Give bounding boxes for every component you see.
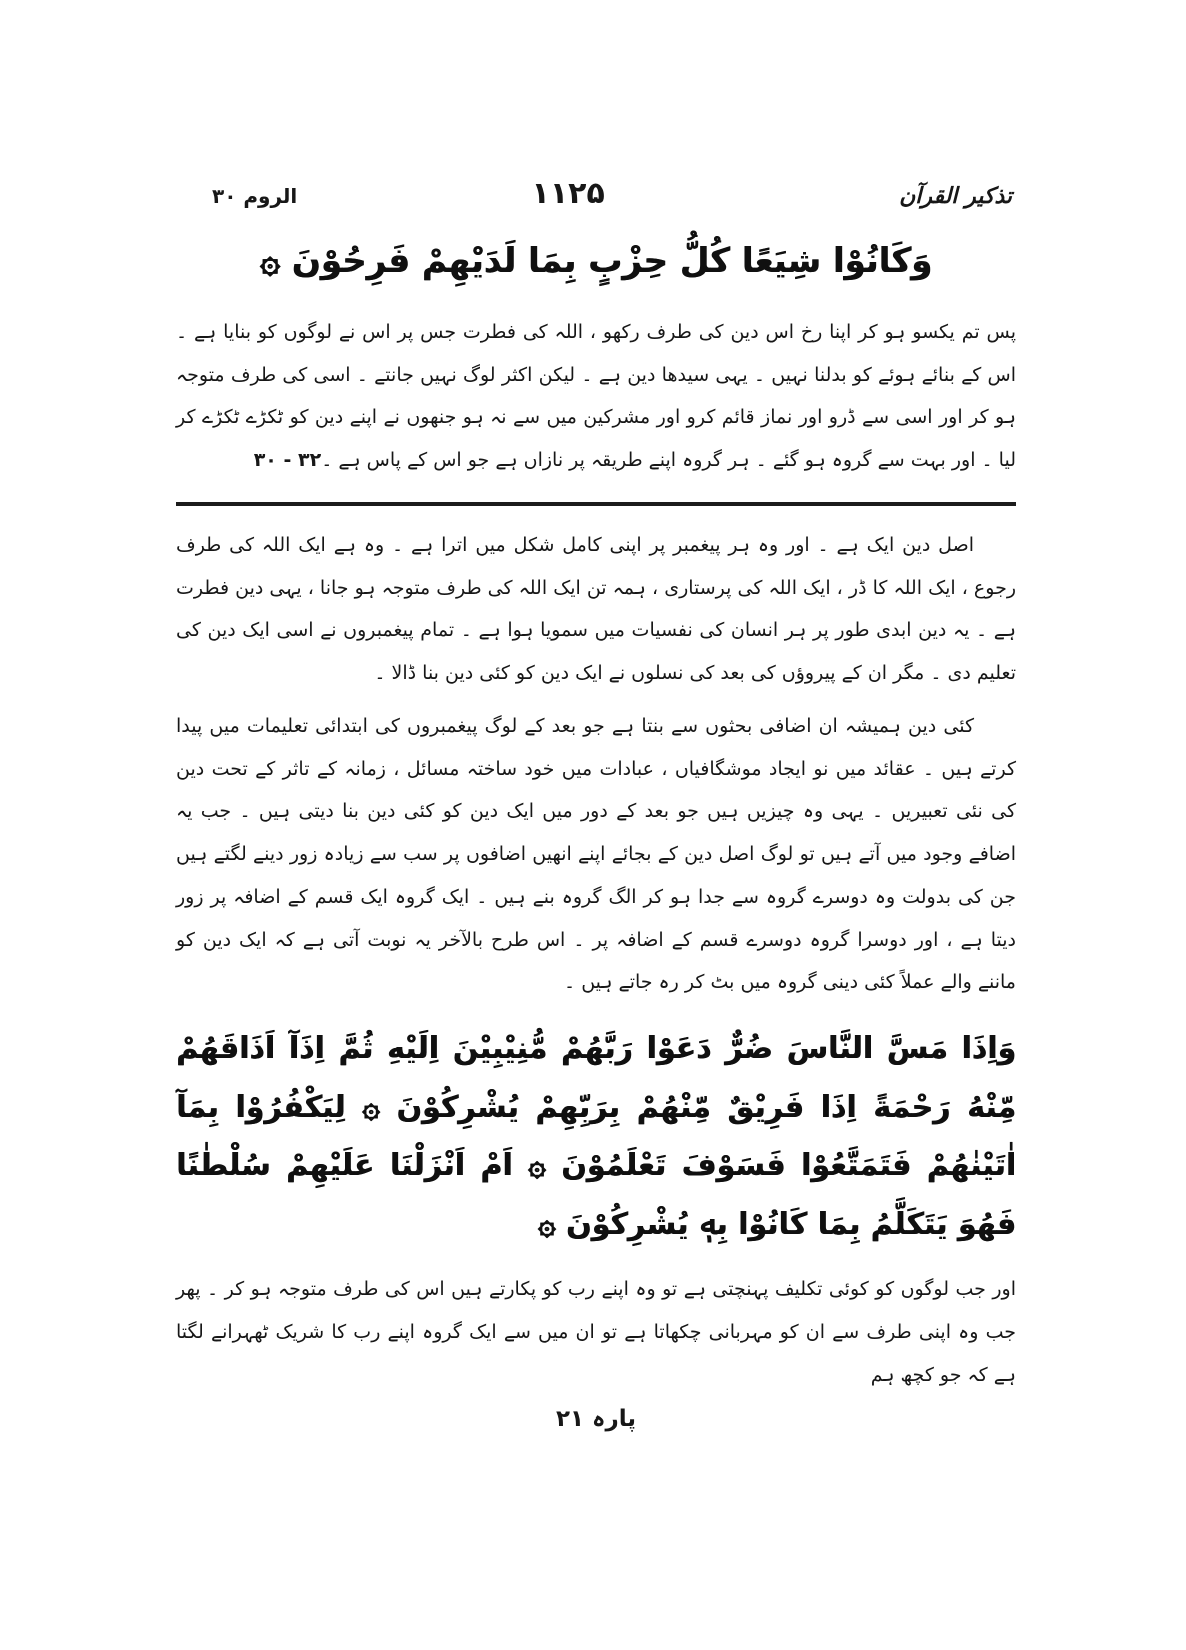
paragraph-spacer bbox=[176, 695, 1016, 705]
para-number-footer: پارہ ۲۱ bbox=[555, 1406, 637, 1433]
quran-verse-calligraphy-1: وَكَانُوْا شِيَعًا كُلُّ حِزْبٍ بِمَا لَدَيْهِمْ فَرِحُوْنَ ۞ bbox=[259, 241, 933, 281]
commentary-paragraph-2: کئی دین ہمیشہ ان اضافی بحثوں سے بنتا ہے جو بعد کے لوگ پیغمبروں کی ابتدائی تعلیمات میں پیدا کرتے ہیں ۔ عقائد میں نو ایجاد موشگافیاں ، عبادات میں خود ساختہ مسائل ، زمانہ کے تاثر کے تحت دین کی نئی تعبیریں ۔ یہی وہ چیزیں ہیں جو بعد کے دور میں ایک دین کو کئی دین بنا دیتی ہیں ۔ جب یہ اضافے وجود میں آتے ہیں تو لوگ اصل دین کے بجائے اپنے انھیں اضافوں پر سب سے زیادہ زور دینے لگتے ہیں جن کی بدولت وہ دوسرے گروہ سے جدا ہو کر الگ گروہ بنے ہیں ۔ ایک گروہ ایک قسم کے اضافہ پر زور دیتا ہے ، اور دوسرا گروہ دوسرے قسم کے اضافہ پر ۔ اس طرح بالآخر یہ نوبت آتی ہے کہ ایک دین کو ماننے والے عملاً کئی دینی گروہ میں بٹ کر رہ جاتے ہیں ۔ bbox=[176, 714, 1016, 994]
urdu-translation-1 bbox=[176, 311, 1016, 482]
page-number: ۱۱۲۵ bbox=[531, 176, 605, 211]
surah-reference: الروم ۳۰ bbox=[212, 184, 298, 208]
verse-reference-numbers: ۳۰ - ۳۲ bbox=[253, 449, 322, 472]
page-header bbox=[176, 176, 1016, 211]
book-title: تذکیر القرآن bbox=[899, 184, 1012, 209]
page-content bbox=[176, 176, 1016, 1432]
urdu-translation-2: اور جب لوگوں کو کوئی تکلیف پہنچتی ہے تو وہ اپنے رب کو پکارتے ہیں اس کی طرف متوجہ ہو کر ۔ پھر جب وہ اپنی طرف سے ان کو مہربانی چکھاتا ہے تو ان میں سے ایک گروہ اپنے رب کا شریک ٹھہرانے لگتا ہے کہ جو کچھ ہم bbox=[176, 1278, 1016, 1386]
quran-verse-calligraphy-2: وَاِذَا مَسَّ النَّاسَ ضُرٌّ دَعَوْا رَبَّهُمْ مُّنِيْبِيْنَ اِلَيْهِ ثُمَّ اِذَآ اَذَاقَهُمْ مِّنْهُ رَحْمَةً اِذَا فَرِيْقٌ مِّنْهُمْ بِرَبِّهِمْ يُشْرِكُوْنَ ۞ لِيَكْفُرُوْا بِمَآ اٰتَيْنٰهُمْ فَتَمَتَّعُوْا فَسَوْفَ تَعْلَمُوْنَ ۞ اَمْ اَنْزَلْنَا عَلَيْهِمْ سُلْطٰنًا فَهُوَ يَتَكَلَّمُ بِمَا كَانُوْا بِهٖ يُشْرِكُوْنَ ۞ bbox=[176, 1031, 1016, 1242]
commentary-paragraph-1: اصل دین ایک ہے ۔ اور وہ ہر پیغمبر پر اپنی کامل شکل میں اترا ہے ۔ وہ ہے ایک اللہ کی طرف رجوع ، ایک اللہ کا ڈر ، ایک اللہ کی پرستاری ، ہمہ تن ایک اللہ کی طرف متوجہ ہو جانا ، یہی دین فطرت ہے ۔ یہ دین ابدی طور پر ہر انسان کی نفسیات میں سمویا ہوا ہے ۔ تمام پیغمبروں نے اسی ایک دین کی تعلیم دی ۔ مگر ان کے پیروؤں کی بعد کی نسلوں نے ایک دین کو کئی دین بنا ڈالا ۔ bbox=[176, 533, 1016, 685]
translation-1-text: پس تم یکسو ہو کر اپنا رخ اس دین کی طرف رکھو ، اللہ کی فطرت جس پر اس نے لوگوں کو بنایا ہے ۔ اس کے بنائے ہوئے کو بدلنا نہیں ۔ یہی سیدھا دین ہے ۔ لیکن اکثر لوگ نہیں جانتے ۔ اسی کی طرف متوجہ ہو کر اور اسی سے ڈرو اور نماز قائم کرو اور مشرکین میں سے نہ ہو جنھوں نے اپنے دین کو ٹکڑے ٹکڑے کر لیا ۔ اور بہت سے گروہ ہو گئے ۔ ہر گروہ اپنے طریقہ پر نازاں ہے جو اس کے پاس ہے ۔ bbox=[176, 320, 1016, 472]
section-divider-rule bbox=[176, 502, 1016, 506]
